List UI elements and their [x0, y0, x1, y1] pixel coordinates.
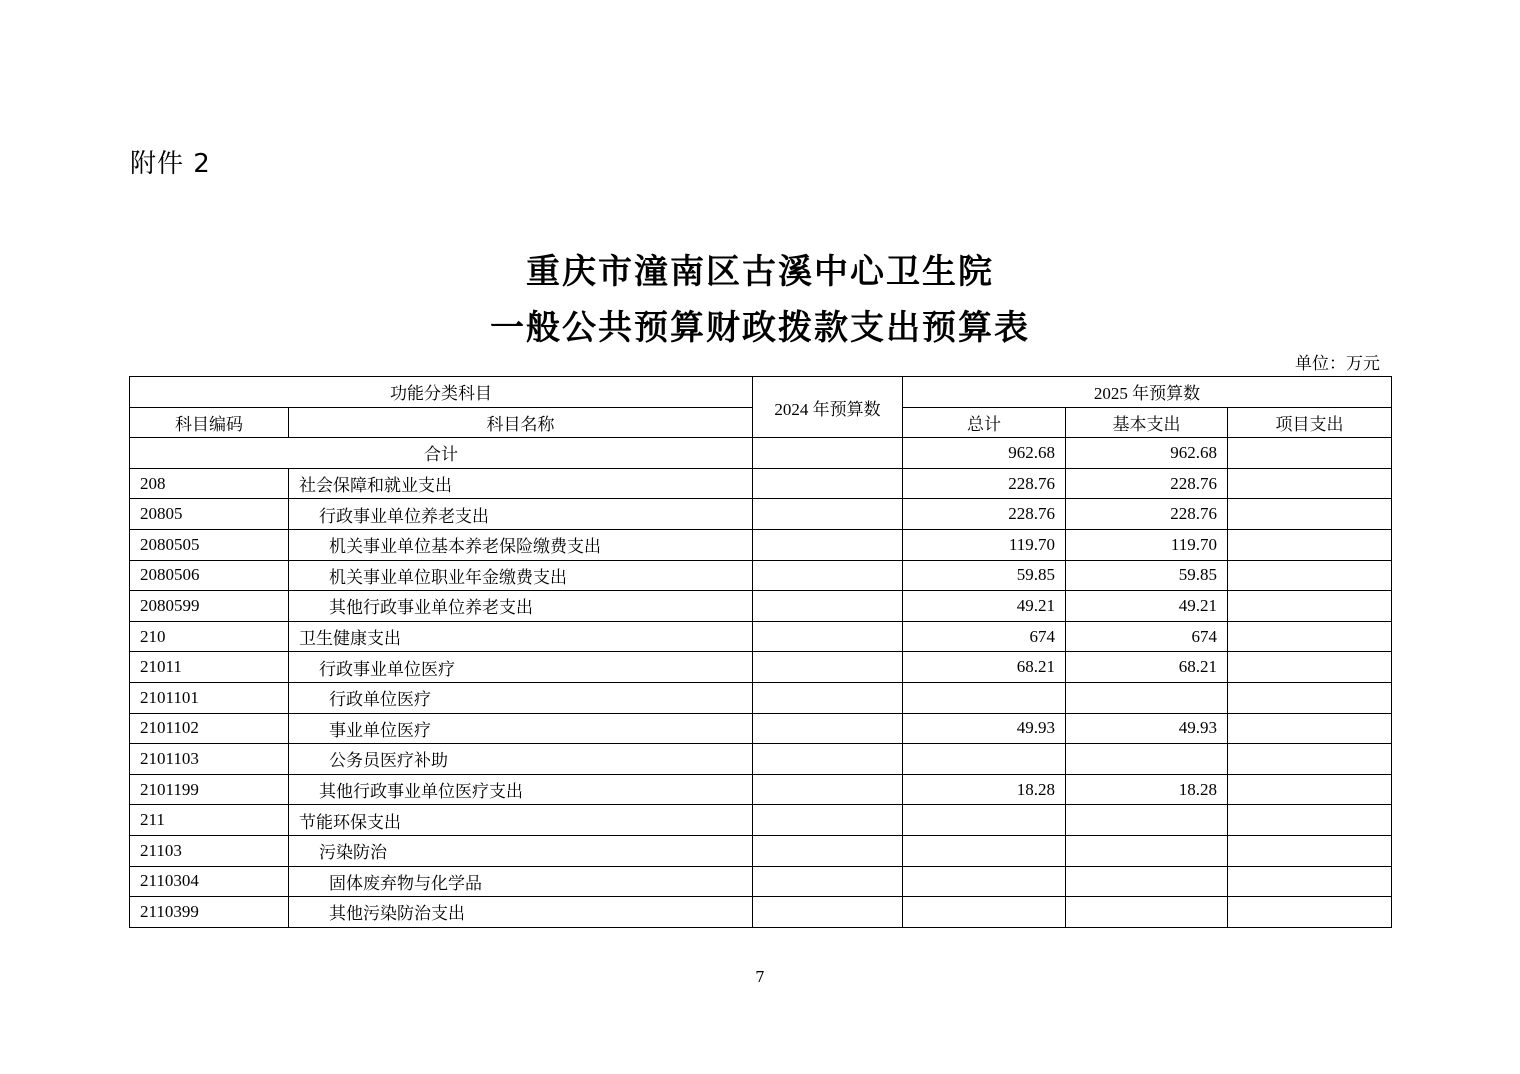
cell-name: 节能环保支出 — [289, 805, 753, 836]
cell-basic: 59.85 — [1066, 560, 1228, 591]
cell-code: 2110304 — [130, 866, 289, 897]
cell-name: 事业单位医疗 — [289, 713, 753, 744]
cell-2024 — [753, 560, 903, 591]
cell-2024 — [753, 713, 903, 744]
cell-basic: 119.70 — [1066, 529, 1228, 560]
table-row — [130, 713, 1392, 744]
cell-name: 社会保障和就业支出 — [289, 468, 753, 499]
total-label: 合计 — [130, 438, 753, 469]
cell-name: 行政事业单位医疗 — [289, 652, 753, 683]
cell-code: 2101103 — [130, 744, 289, 775]
cell-code: 2101101 — [130, 682, 289, 713]
cell-code: 208 — [130, 468, 289, 499]
total-project — [1228, 438, 1392, 469]
cell-project — [1228, 805, 1392, 836]
cell-2024 — [753, 774, 903, 805]
cell-project — [1228, 468, 1392, 499]
cell-code: 210 — [130, 621, 289, 652]
table-row — [130, 621, 1392, 652]
cell-basic — [1066, 866, 1228, 897]
cell-total — [903, 805, 1066, 836]
cell-code: 20805 — [130, 499, 289, 530]
cell-total: 49.93 — [903, 713, 1066, 744]
attachment-label: 附件 2 — [130, 149, 211, 179]
cell-name: 机关事业单位基本养老保险缴费支出 — [289, 529, 753, 560]
page-number: 7 — [755, 968, 765, 986]
table-row — [130, 560, 1392, 591]
table-row — [130, 774, 1392, 805]
total-row — [130, 438, 1392, 469]
cell-2024 — [753, 591, 903, 622]
cell-2024 — [753, 529, 903, 560]
cell-project — [1228, 713, 1392, 744]
cell-project — [1228, 866, 1392, 897]
table-row — [130, 529, 1392, 560]
cell-code: 2101102 — [130, 713, 289, 744]
cell-basic: 49.21 — [1066, 591, 1228, 622]
cell-total — [903, 897, 1066, 928]
total-basic: 962.68 — [1066, 438, 1228, 469]
total-2024 — [753, 438, 903, 469]
cell-project — [1228, 529, 1392, 560]
cell-code: 2101199 — [130, 774, 289, 805]
header-project: 项目支出 — [1228, 407, 1392, 438]
cell-project — [1228, 744, 1392, 775]
cell-basic — [1066, 805, 1228, 836]
cell-total: 18.28 — [903, 774, 1066, 805]
cell-basic: 68.21 — [1066, 652, 1228, 683]
table-row — [130, 468, 1392, 499]
cell-basic: 18.28 — [1066, 774, 1228, 805]
cell-2024 — [753, 499, 903, 530]
cell-2024 — [753, 744, 903, 775]
table-row — [130, 897, 1392, 928]
document-title-line1: 重庆市潼南区古溪中心卫生院 — [526, 252, 994, 292]
cell-code: 2080505 — [130, 529, 289, 560]
cell-project — [1228, 682, 1392, 713]
cell-project — [1228, 897, 1392, 928]
cell-basic — [1066, 897, 1228, 928]
cell-name: 其他污染防治支出 — [289, 897, 753, 928]
cell-total — [903, 744, 1066, 775]
cell-project — [1228, 560, 1392, 591]
cell-name: 固体废弃物与化学品 — [289, 866, 753, 897]
cell-basic: 49.93 — [1066, 713, 1228, 744]
cell-basic — [1066, 744, 1228, 775]
cell-code: 211 — [130, 805, 289, 836]
cell-name: 行政事业单位养老支出 — [289, 499, 753, 530]
budget-table — [129, 376, 1392, 928]
header-2025-budget: 2025 年预算数 — [903, 377, 1392, 408]
cell-basic: 228.76 — [1066, 468, 1228, 499]
cell-basic: 674 — [1066, 621, 1228, 652]
table-row — [130, 835, 1392, 866]
cell-code: 21103 — [130, 835, 289, 866]
cell-name: 公务员医疗补助 — [289, 744, 753, 775]
table-row — [130, 744, 1392, 775]
header-code: 科目编码 — [130, 407, 289, 438]
cell-code: 2110399 — [130, 897, 289, 928]
cell-total: 674 — [903, 621, 1066, 652]
cell-total — [903, 866, 1066, 897]
cell-total — [903, 682, 1066, 713]
cell-name: 行政单位医疗 — [289, 682, 753, 713]
table-row — [130, 499, 1392, 530]
header-name: 科目名称 — [289, 407, 753, 438]
cell-code: 2080506 — [130, 560, 289, 591]
table-row — [130, 682, 1392, 713]
cell-code: 21011 — [130, 652, 289, 683]
cell-2024 — [753, 468, 903, 499]
cell-2024 — [753, 682, 903, 713]
document-title-line2: 一般公共预算财政拨款支出预算表 — [490, 308, 1030, 348]
cell-2024 — [753, 805, 903, 836]
cell-total: 119.70 — [903, 529, 1066, 560]
header-function-category: 功能分类科目 — [130, 377, 753, 408]
cell-name: 机关事业单位职业年金缴费支出 — [289, 560, 753, 591]
cell-code: 2080599 — [130, 591, 289, 622]
cell-basic: 228.76 — [1066, 499, 1228, 530]
cell-2024 — [753, 835, 903, 866]
cell-project — [1228, 652, 1392, 683]
cell-2024 — [753, 897, 903, 928]
cell-project — [1228, 591, 1392, 622]
cell-total — [903, 835, 1066, 866]
cell-2024 — [753, 652, 903, 683]
cell-project — [1228, 774, 1392, 805]
cell-total: 59.85 — [903, 560, 1066, 591]
cell-2024 — [753, 866, 903, 897]
cell-name: 卫生健康支出 — [289, 621, 753, 652]
cell-basic — [1066, 682, 1228, 713]
table-row — [130, 652, 1392, 683]
cell-2024 — [753, 621, 903, 652]
unit-label: 单位：万元 — [1295, 354, 1380, 374]
cell-project — [1228, 621, 1392, 652]
table-row — [130, 805, 1392, 836]
header-row-1 — [130, 377, 1392, 408]
header-total: 总计 — [903, 407, 1066, 438]
cell-total: 68.21 — [903, 652, 1066, 683]
table-row — [130, 591, 1392, 622]
header-basic: 基本支出 — [1066, 407, 1228, 438]
cell-name: 其他行政事业单位医疗支出 — [289, 774, 753, 805]
cell-total: 228.76 — [903, 468, 1066, 499]
cell-total: 228.76 — [903, 499, 1066, 530]
cell-project — [1228, 835, 1392, 866]
header-2024-budget: 2024 年预算数 — [753, 377, 903, 438]
total-total: 962.68 — [903, 438, 1066, 469]
cell-name: 污染防治 — [289, 835, 753, 866]
cell-total: 49.21 — [903, 591, 1066, 622]
table-row — [130, 866, 1392, 897]
cell-basic — [1066, 835, 1228, 866]
cell-name: 其他行政事业单位养老支出 — [289, 591, 753, 622]
cell-project — [1228, 499, 1392, 530]
